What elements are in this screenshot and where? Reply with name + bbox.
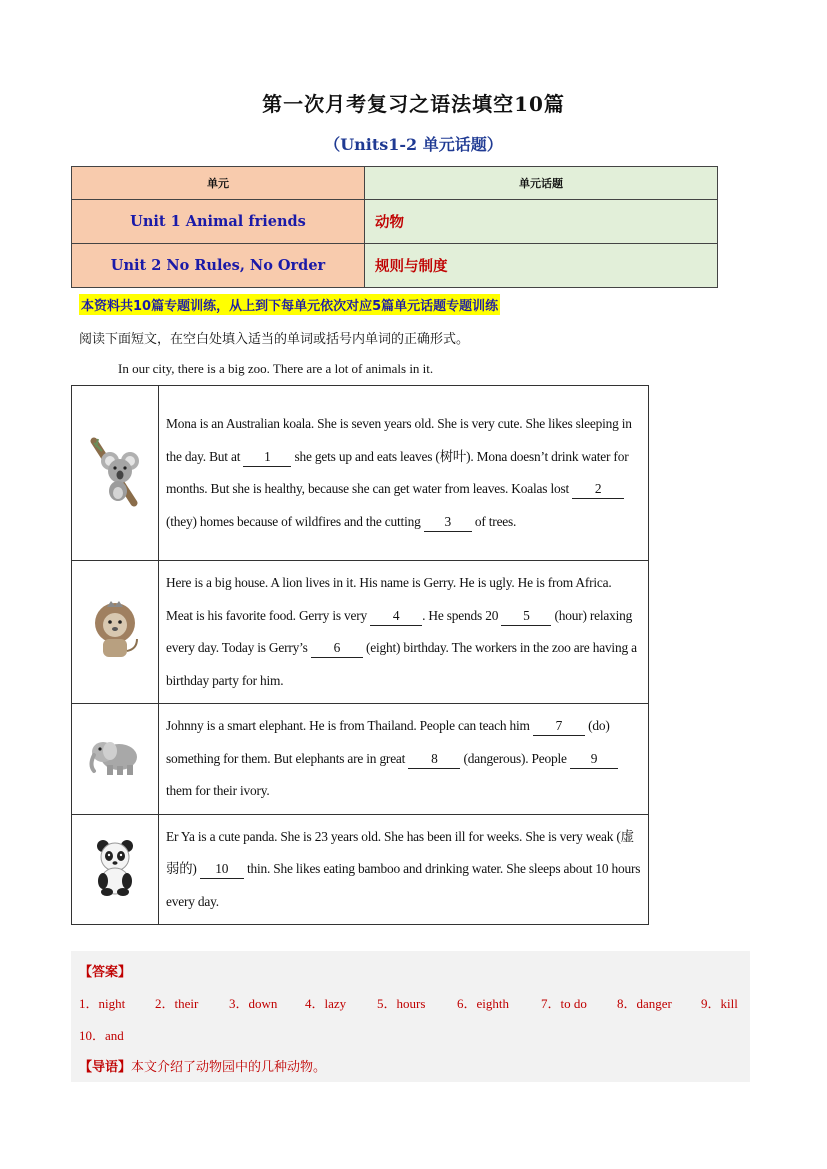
answer-section [71, 951, 750, 1082]
topic-cell: 规则与制度 [365, 244, 718, 288]
page-title: 第一次月考复习之语法填空10篇 [262, 92, 565, 116]
header-unit: 单元 [72, 167, 365, 200]
passage-row-koala [72, 386, 649, 561]
guide-line [79, 1056, 326, 1075]
blank-2[interactable]: 2 [572, 480, 624, 499]
table-header-row [72, 167, 718, 200]
koala-icon [88, 433, 142, 509]
passage-text: Johnny is a smart elephant. He is from Thailand. People can teach him [166, 718, 533, 733]
passage-text: (dangerous). People [460, 750, 570, 766]
table-row [72, 200, 718, 244]
answer-label: 【答案】 [79, 965, 132, 980]
lion-icon [87, 599, 143, 661]
blank-8[interactable]: 8 [408, 750, 460, 769]
koala-illustration [72, 386, 159, 561]
lion-illustration [72, 561, 159, 704]
answer-item: 6．eighth [457, 996, 509, 1011]
panda-icon [93, 837, 137, 897]
header-topic: 单元话题 [365, 167, 718, 200]
blank-3[interactable]: 3 [424, 513, 472, 532]
passage-row-lion [72, 561, 649, 704]
panda-passage [159, 814, 649, 925]
instruction-text: 阅读下面短文，在空白处填入适当的单词或括号内单词的正确形式。 [79, 332, 470, 347]
answer-item: 8．danger [617, 996, 672, 1011]
answer-item: 5．hours [377, 996, 426, 1011]
answer-item: 9．kill [701, 996, 738, 1011]
blank-9[interactable]: 9 [570, 750, 618, 769]
passage-text: Mona is an Australian koala. She is seven years old. She is very cute. She likes sleeping in the day. But at [166, 416, 632, 464]
blank-5[interactable]: 5 [501, 607, 551, 626]
passage-text: she gets up and eats leaves (树叶). Mona doesn’t drink water for months. But she is healthy, because she can get water from leaves. Koalas lost [166, 448, 629, 496]
notice-banner: 本资料共10篇专题训练，从上到下每单元依次对应5篇单元话题专题训练 [79, 294, 500, 315]
blank-4[interactable]: 4 [370, 607, 422, 626]
intro-text: In our city, there is a big zoo. There are a lot of animals in it. [118, 361, 434, 376]
panda-illustration [72, 814, 159, 925]
answer-item: 7．to do [541, 996, 587, 1011]
koala-passage [159, 386, 649, 561]
answer-item: 1．night [79, 996, 126, 1011]
answer-item: 4．lazy [305, 996, 347, 1011]
passage-row-panda [72, 814, 649, 925]
passage-table [71, 385, 649, 925]
passage-text: (do) something for them. But elephants are in great [166, 718, 610, 766]
unit-cell: Unit 1 Animal friends [72, 200, 365, 244]
elephant-passage [159, 704, 649, 815]
passage-text: Er Ya is a cute panda. She is 23 years old. She has been ill for weeks. She is very weak (虚弱的) [166, 828, 634, 876]
passage-text: (hour) relaxing every day. Today is Gerry’s [166, 607, 633, 655]
answer-list [79, 993, 749, 1012]
passage-text: (eight) birthday. The workers in the zoo are having a birthday party for him. [166, 640, 637, 688]
answer-item: 10．and [79, 1028, 124, 1043]
passage-text: of trees. [471, 513, 517, 529]
passage-text: Here is a big house. A lion lives in it. His name is Gerry. He is ugly. He is from Africa. Meat is his favorite food. Gerry is very [166, 575, 612, 623]
passage-row-elephant [72, 704, 649, 815]
passage-text: thin. She likes eating bamboo and drinking water. She sleeps about 10 hours every day. [166, 861, 641, 909]
guide-text: 本文介绍了动物园中的几种动物。 [131, 1060, 327, 1075]
guide-label: 【导语】 [79, 1060, 132, 1075]
blank-1[interactable]: 1 [243, 448, 291, 467]
passage-text: (they) homes because of wildfires and the cutting [166, 513, 424, 529]
blank-7[interactable]: 7 [533, 717, 585, 736]
passage-text: . He spends 20 [422, 607, 502, 623]
unit-cell: Unit 2 No Rules, No Order [72, 244, 365, 288]
elephant-illustration [72, 704, 159, 815]
page-subtitle: （Units1-2 单元话题） [324, 135, 503, 154]
passage-text: them for their ivory. [166, 783, 270, 798]
unit-topic-table [71, 166, 718, 288]
blank-6[interactable]: 6 [311, 639, 363, 658]
answer-list-continued [79, 1025, 124, 1044]
table-row [72, 244, 718, 288]
answer-item: 3．down [229, 996, 278, 1011]
lion-passage [159, 561, 649, 704]
elephant-icon [85, 735, 145, 779]
answer-item: 2．their [155, 996, 199, 1011]
blank-10[interactable]: 10 [200, 860, 244, 879]
topic-cell: 动物 [365, 200, 718, 244]
